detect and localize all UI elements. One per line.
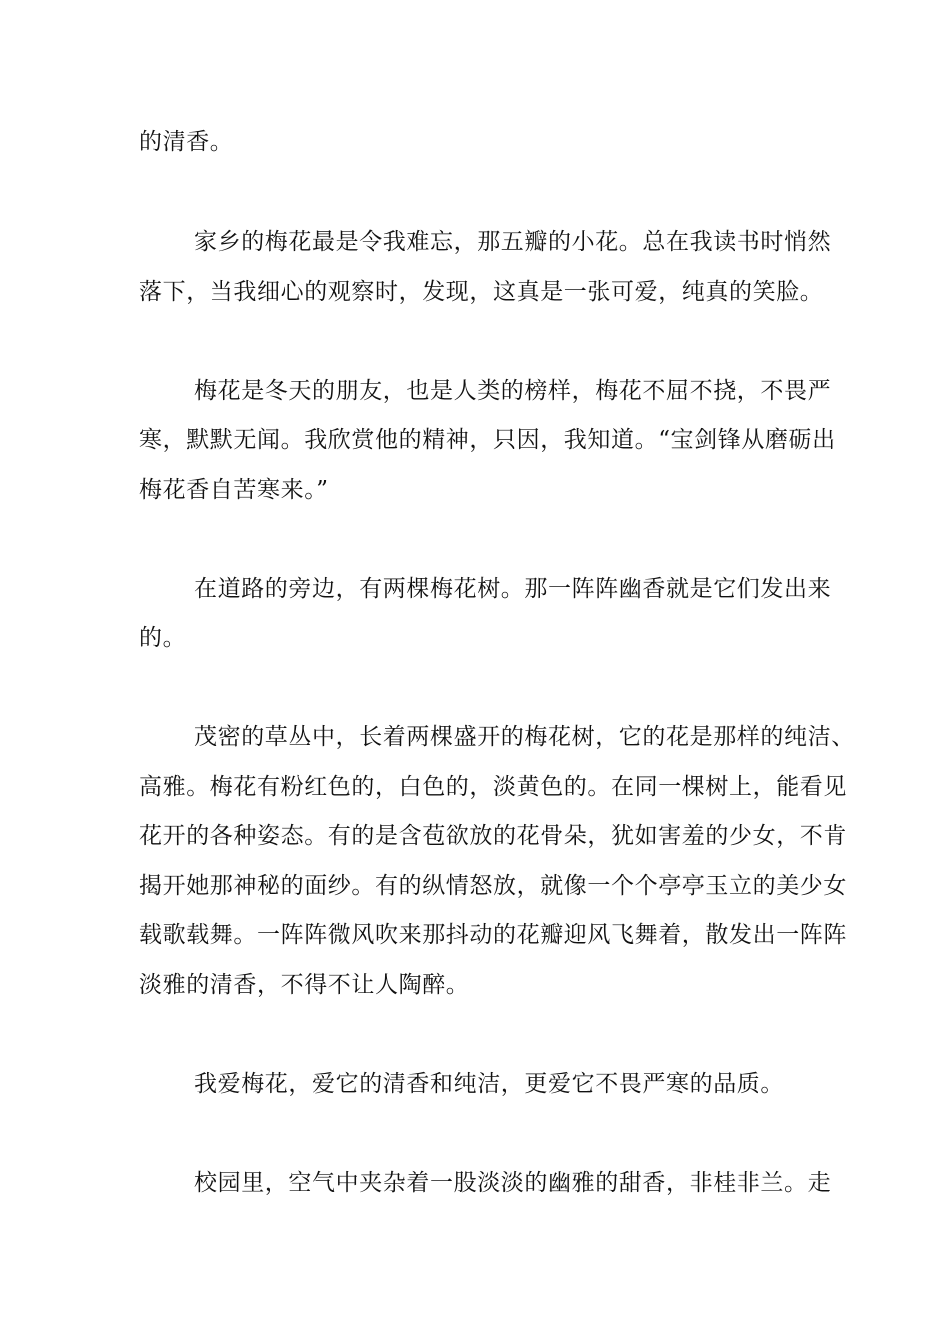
text-line: 梅花是冬天的朋友，也是人类的榜样，梅花不屈不挠，不畏严 bbox=[194, 378, 832, 404]
text-line: 寒，默默无闻。我欣赏他的精神，只因，我知道。“宝剑锋从磨砺出 bbox=[139, 427, 836, 453]
text-line: 我爱梅花，爱它的清香和纯洁，更爱它不畏严寒的品质。 bbox=[194, 1071, 784, 1097]
text-line: 的清香。 bbox=[139, 129, 234, 155]
text-line: 落下，当我细心的观察时，发现，这真是一张可爱，纯真的笑脸。 bbox=[139, 279, 824, 305]
text-line: 校园里，空气中夹杂着一股淡淡的幽雅的甜香，非桂非兰。走 bbox=[194, 1170, 832, 1196]
text-line: 载歌载舞。一阵阵微风吹来那抖动的花瓣迎风飞舞着，散发出一阵阵 bbox=[139, 922, 847, 948]
text-line: 淡雅的清香，不得不让人陶醉。 bbox=[139, 972, 470, 998]
text-line: 的。 bbox=[139, 625, 187, 651]
text-line: 在道路的旁边，有两棵梅花树。那一阵阵幽香就是它们发出来 bbox=[194, 576, 832, 602]
text-line: 花开的各种姿态。有的是含苞欲放的花骨朵，犹如害羞的少女，不肯 bbox=[139, 823, 847, 849]
text-line: 高雅。梅花有粉红色的，白色的，淡黄色的。在同一棵树上，能看见 bbox=[139, 774, 847, 800]
text-line: 梅花香自苦寒来。” bbox=[139, 477, 329, 503]
text-line: 家乡的梅花最是令我难忘，那五瓣的小花。总在我读书时悄然 bbox=[194, 229, 832, 255]
text-line: 茂密的草丛中，长着两棵盛开的梅花树，它的花是那样的纯洁、 bbox=[194, 724, 855, 750]
text-line: 揭开她那神秘的面纱。有的纵情怒放，就像一个个亭亭玉立的美少女 bbox=[139, 873, 847, 899]
